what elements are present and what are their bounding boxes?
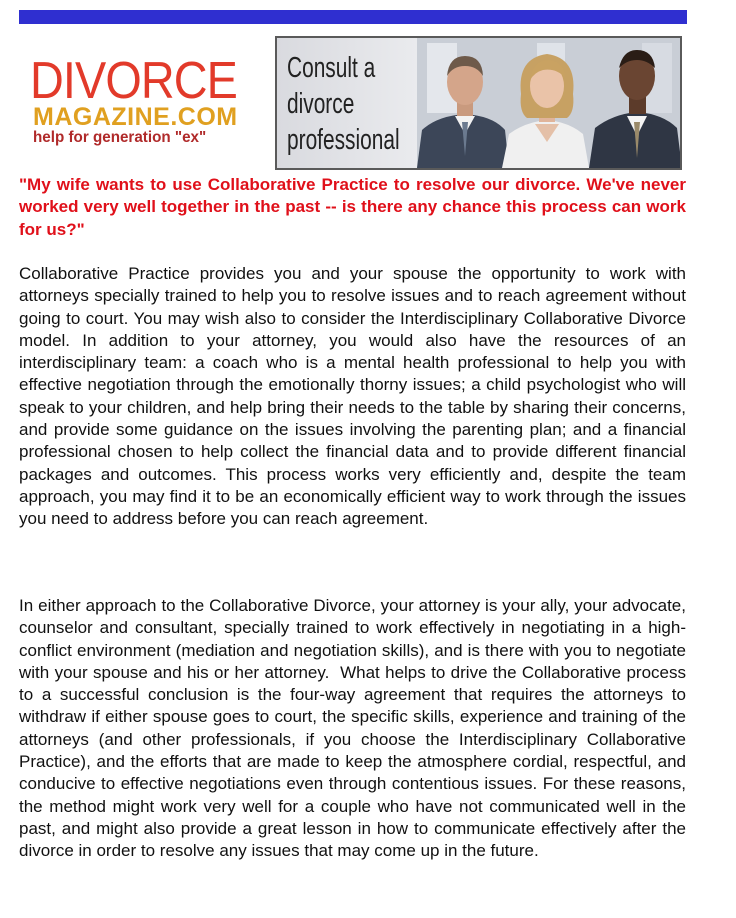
reader-question: "My wife wants to use Collaborative Practice to resolve our divorce. We've never worked very well together in the past -- is there any chance this process can work for us?" [19,175,686,239]
answer-paragraph-2: In either approach to the Collaborative Divorce, your attorney is your ally, your advocate, counselor and consultant, specially trained to work effectively in negotiating in a high-conflict environment (mediation and negotiation skills), and is there with you to negotiate with your spouse and his or her attorney. What helps to drive the Collaborative process to a successful conclusion is the four-way agreement that requires the attorneys to withdraw if either spouse goes to court, the specific skills, experience and training of the attorneys (and other professionals, if you choose the Interdisciplinary Collaborative Practice), and the efforts that are made to keep the atmosphere cordial, respectful, and conducive to effective negotiations even through contentious issues. For these reasons, the method might work very well for a couple who have not communicated well in the past, and might also provide a great lesson in how to communicate effectively after the divorce in order to resolve any issues that may come up in the future. [19,596,691,861]
banner-line-1: Consult a [287,52,376,84]
divorce-magazine-logo[interactable] [30,52,265,155]
consult-professional-banner[interactable] [275,36,682,170]
logo-domain: MAGAZINE.COM [33,103,238,131]
top-color-bar [19,10,687,24]
logo-tagline: help for generation "ex" [33,129,207,146]
logo-wordmark: DIVORCE [30,52,237,110]
banner-line-3: professional [287,124,400,156]
professionals-photo [417,38,682,168]
banner-text [287,50,400,158]
answer-paragraph-1: Collaborative Practice provides you and your spouse the opportunity to work with attorneys specially trained to help you to resolve issues and to reach agreement without going to court. You may wish also to consider the Interdisciplinary Collaborative Divorce model. In addition to your attorney, you would also have the resources of an interdisciplinary team: a coach who is a mental health professional to help you with effective negotiation through the emotionally thorny issues; a child psychologist who will speak to your children, and help bring their needs to the table by sharing their concerns, and provide some guidance on the issues involving the parenting plan; and a financial professional chosen to help collect the financial data and to provide different financial packages and outcomes. This process works very efficiently and, despite the team approach, you may find it to be an economically efficient way to work through the issues you need to address before you can reach agreement. [19,264,691,529]
banner-line-2: divorce [287,88,355,120]
